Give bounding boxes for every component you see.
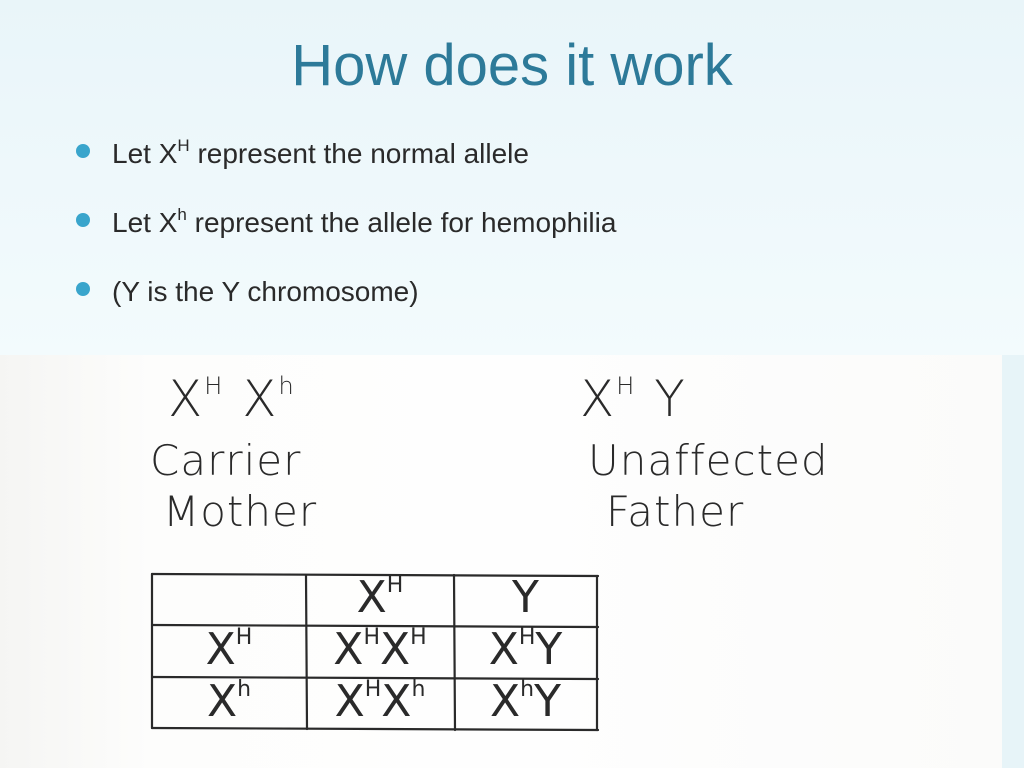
father-label-father: Father [606, 487, 745, 536]
allele-base: X [380, 624, 411, 675]
allele-base: X [205, 624, 236, 675]
allele-base: X [334, 676, 365, 727]
allele-base: X [242, 370, 279, 428]
punnett-cell [454, 676, 597, 727]
bullet-superscript: H [177, 136, 190, 155]
grid-line-bottom [152, 728, 598, 730]
allele-base: X [580, 370, 617, 428]
allele-sup: H [204, 372, 225, 400]
allele-sup: H [363, 625, 380, 650]
allele-sup: h [520, 677, 535, 702]
allele-base: X [490, 676, 521, 727]
allele-sup: H [616, 372, 637, 400]
father-label-unaffected: Unaffected [588, 436, 829, 485]
allele-sup: H [386, 573, 404, 598]
allele-base: X [333, 624, 364, 675]
punnett-row-header [152, 624, 306, 675]
allele-sup: H [518, 625, 536, 650]
mother-label-carrier: Carrier [150, 436, 302, 485]
punnett-cell [306, 676, 454, 727]
allele-base: X [381, 676, 412, 727]
punnett-row-header [152, 676, 306, 727]
allele-sup: h [411, 677, 426, 702]
allele-sup: h [278, 372, 296, 400]
punnett-cell [306, 624, 454, 675]
bullet-text-prefix: Let X [112, 138, 178, 169]
allele-base: Y [535, 624, 563, 675]
mother-label-mother: Mother [163, 487, 318, 536]
bullet-superscript: h [177, 205, 187, 224]
allele-base: X [356, 572, 387, 623]
bullet-text-prefix: Let X [112, 207, 178, 238]
allele-base: Y [534, 676, 561, 727]
punnett-col-header [306, 572, 454, 623]
allele-sup: H [235, 625, 253, 650]
allele-base: Y [654, 370, 687, 428]
allele-sup: H [364, 677, 382, 702]
slide-title: How does it work [291, 33, 733, 98]
allele-base: X [488, 624, 519, 675]
allele-base: X [168, 370, 205, 428]
punnett-col-header [454, 572, 597, 623]
allele-sup: H [410, 625, 427, 650]
bullet-text: (Y is the Y chromosome) [112, 276, 419, 307]
allele-base: Y [512, 572, 539, 623]
allele-sup: h [237, 677, 252, 702]
punnett-cell [454, 624, 597, 675]
bullet-text-suffix: represent the normal allele [189, 138, 529, 169]
bullet-text-suffix: represent the allele for hemophilia [186, 207, 617, 238]
allele-base: X [206, 676, 238, 727]
